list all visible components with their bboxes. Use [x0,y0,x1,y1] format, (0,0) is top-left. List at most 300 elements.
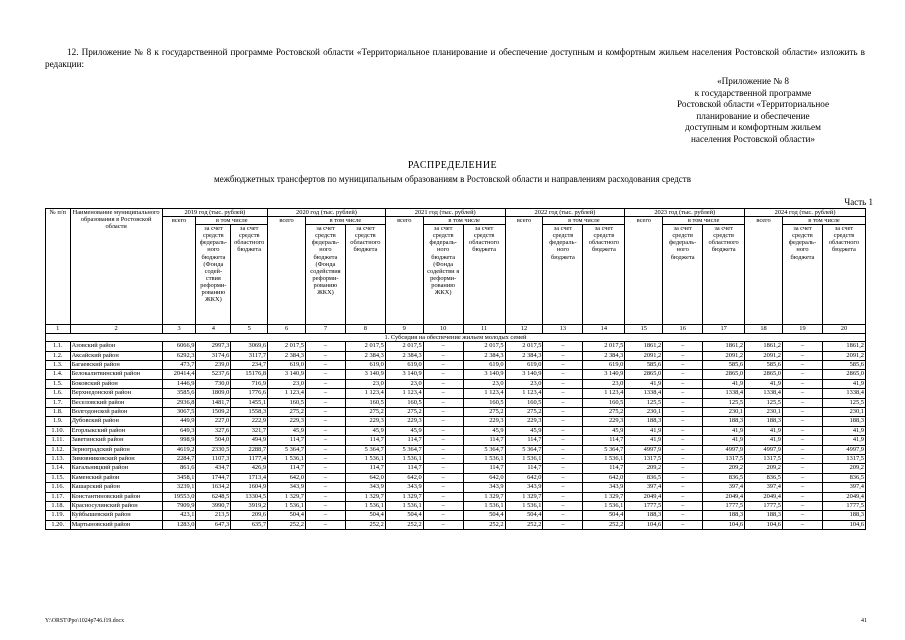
table-row [46,408,866,417]
value-cell: – [783,370,823,379]
value-cell: 1777,5 [745,501,783,510]
value-cell: – [663,408,703,417]
value-cell: – [305,379,345,388]
value-cell: 41,9 [625,436,663,445]
value-cell: 2 384,3 [505,351,543,360]
header-num: № п/п [46,209,71,325]
value-cell: – [543,417,583,426]
column-index-cell: 13 [543,325,583,334]
value-cell: – [663,342,703,351]
value-cell: 1 123,4 [583,389,625,398]
value-cell: – [543,501,583,510]
value-cell: 41,9 [703,436,745,445]
value-cell: 230,1 [625,408,663,417]
value-cell: 585,6 [625,361,663,370]
value-cell: 275,2 [505,408,543,417]
value-cell: 252,2 [463,520,505,529]
intro-paragraph: 12. Приложение № 8 к государственной программе Ростовской области «Территориальное планирование и обеспечение доступным и комфортным жильем населения Ростовской области» изложить в редакции: [45,47,865,69]
value-cell: 41,9 [822,426,865,435]
value-cell: – [783,342,823,351]
value-cell: 209,2 [745,464,783,473]
value-cell: 2997,3 [196,342,231,351]
value-cell: – [305,483,345,492]
value-cell: 2 384,3 [268,351,306,360]
column-index-cell: 18 [745,325,783,334]
value-cell: 649,3 [162,426,196,435]
value-cell: 1713,4 [231,473,268,482]
value-cell: – [663,464,703,473]
value-cell: – [783,464,823,473]
row-number: 1.4. [46,370,71,379]
value-cell: 2 017,5 [583,342,625,351]
value-cell: 1 536,1 [345,454,385,463]
value-cell: 3585,6 [162,389,196,398]
value-cell: 1 536,1 [583,501,625,510]
value-cell: 229,3 [463,417,505,426]
municipality-name: Боковский район [70,379,162,388]
row-number: 1.15. [46,473,71,482]
value-cell: 3 140,9 [583,370,625,379]
table-row [46,351,866,360]
value-cell: 252,2 [505,520,543,529]
value-cell: 504,4 [268,511,306,520]
header-fed: за счет средств федераль-ного бюджета (Фонда содей-ствия реформи-рованию ЖКХ) [196,225,231,325]
header-total: всего [505,217,543,325]
value-cell: 104,6 [822,520,865,529]
value-cell: 230,1 [745,408,783,417]
municipality-name: Кагальницкий район [70,464,162,473]
value-cell: 343,9 [505,483,543,492]
value-cell: 3458,1 [162,473,196,482]
annex-block [653,76,853,145]
value-cell: – [423,492,463,501]
value-cell: 716,9 [231,379,268,388]
value-cell: – [305,408,345,417]
value-cell: 642,0 [505,473,543,482]
value-cell: 1634,2 [196,483,231,492]
value-cell: 2091,2 [625,351,663,360]
table-row [46,464,866,473]
table-row [46,473,866,482]
value-cell: 114,7 [463,436,505,445]
value-cell: 160,5 [268,398,306,407]
value-cell: 423,1 [162,511,196,520]
municipality-name: Волгодонской район [70,408,162,417]
value-cell: – [423,417,463,426]
value-cell: – [423,520,463,529]
value-cell: 1177,4 [231,454,268,463]
value-cell: 1776,6 [231,389,268,398]
value-cell: 160,5 [583,398,625,407]
municipality-name: Егорлыкский район [70,426,162,435]
distribution-table [45,208,866,530]
section-row [46,334,866,342]
value-cell: – [305,426,345,435]
row-number: 1.13. [46,454,71,463]
value-cell: 1 123,4 [345,389,385,398]
value-cell: 188,3 [822,511,865,520]
value-cell: 229,3 [268,417,306,426]
value-cell: – [543,361,583,370]
value-cell: 2 017,5 [385,342,423,351]
table-row [46,342,866,351]
value-cell: – [543,464,583,473]
table-row [46,426,866,435]
value-cell: 1317,5 [822,454,865,463]
value-cell: – [423,436,463,445]
value-cell: 5 364,7 [345,445,385,454]
municipality-name: Аксайский район [70,351,162,360]
municipality-name: Красносулинский район [70,501,162,510]
value-cell: 642,0 [268,473,306,482]
header-incl: в том числе [663,217,745,225]
value-cell: – [305,361,345,370]
value-cell: – [783,501,823,510]
row-number: 1.19. [46,511,71,520]
value-cell: 1 536,1 [463,454,505,463]
value-cell: 494,9 [231,436,268,445]
column-index-cell: 2 [70,325,162,334]
value-cell: 1 329,7 [345,492,385,501]
municipality-name: Зимовниковский район [70,454,162,463]
value-cell: 343,9 [583,483,625,492]
header-reg: за счет средств областного бюджета [822,225,865,325]
value-cell: 252,2 [345,520,385,529]
value-cell: – [663,454,703,463]
value-cell: – [543,370,583,379]
value-cell: 1 536,1 [385,501,423,510]
value-cell: 504,4 [345,511,385,520]
value-cell: 2288,7 [231,445,268,454]
value-cell: 239,0 [196,361,231,370]
column-index-cell: 8 [345,325,385,334]
value-cell: 275,2 [583,408,625,417]
value-cell: 125,5 [822,398,865,407]
value-cell: 209,2 [625,464,663,473]
value-cell: – [543,511,583,520]
value-cell: 1338,4 [703,389,745,398]
value-cell: – [543,454,583,463]
value-cell: – [423,351,463,360]
value-cell: 20414,4 [162,370,196,379]
value-cell: 585,6 [822,361,865,370]
value-cell: 23,0 [505,379,543,388]
value-cell: – [783,473,823,482]
value-cell: 1509,2 [196,408,231,417]
column-index-cell: 1 [46,325,71,334]
value-cell: – [543,436,583,445]
value-cell: – [663,379,703,388]
annex-line: «Приложение № 8 [717,76,789,86]
value-cell: – [423,511,463,520]
value-cell: 836,5 [703,473,745,482]
value-cell: 1283,0 [162,520,196,529]
value-cell: – [423,408,463,417]
value-cell: 642,0 [385,473,423,482]
value-cell: 5 364,7 [385,445,423,454]
annex-line: к государственной программе [694,87,812,98]
value-cell: 114,7 [268,436,306,445]
value-cell: 23,0 [268,379,306,388]
annex-line: населения Ростовской области» [690,133,816,144]
value-cell: 229,3 [345,417,385,426]
value-cell: 41,9 [625,426,663,435]
row-number: 1.18. [46,501,71,510]
value-cell: 1317,5 [745,454,783,463]
row-number: 1.14. [46,464,71,473]
value-cell: – [783,417,823,426]
value-cell: 619,0 [268,361,306,370]
value-cell: 3 140,9 [463,370,505,379]
value-cell: 41,9 [703,426,745,435]
value-cell: 41,9 [822,436,865,445]
value-cell: 125,5 [625,398,663,407]
header-incl: в том числе [423,217,505,225]
row-number: 1.12. [46,445,71,454]
value-cell: – [305,445,345,454]
value-cell: 2936,8 [162,398,196,407]
municipality-name: Заветинский район [70,436,162,445]
value-cell: 229,3 [583,417,625,426]
value-cell: 19553,0 [162,492,196,501]
value-cell: 1 123,4 [268,389,306,398]
value-cell: 41,9 [745,379,783,388]
value-cell: 2330,5 [196,445,231,454]
value-cell: – [305,473,345,482]
value-cell: 3174,6 [196,351,231,360]
value-cell: 160,5 [385,398,423,407]
municipality-name: Белокалитвинский район [70,370,162,379]
table-row [46,370,866,379]
value-cell: 397,4 [703,483,745,492]
value-cell: 125,5 [745,398,783,407]
row-number: 1.11. [46,436,71,445]
header-incl: в том числе [196,217,268,225]
value-cell: 619,0 [505,361,543,370]
value-cell: 1604,9 [231,483,268,492]
row-number: 1.17. [46,492,71,501]
value-cell: 1 536,1 [268,454,306,463]
value-cell: 2049,4 [745,492,783,501]
value-cell: 343,9 [268,483,306,492]
value-cell: 647,3 [196,520,231,529]
header-fed: за счет средств федераль-ного бюджета (Фонда содействи я реформи-рованию ЖКХ) [423,225,463,325]
row-number: 1.8. [46,408,71,417]
value-cell: 188,3 [703,511,745,520]
value-cell: – [543,483,583,492]
row-number: 1.9. [46,417,71,426]
header-fed: за счет средств федераль-ного бюджета (Фонда содействия реформи-рованию ЖКХ) [305,225,345,325]
value-cell: 2049,4 [625,492,663,501]
column-index-cell: 14 [583,325,625,334]
column-index-cell: 19 [783,325,823,334]
value-cell: 188,3 [822,417,865,426]
value-cell: 619,0 [463,361,505,370]
value-cell: – [783,408,823,417]
value-cell: 3 140,9 [345,370,385,379]
annex-line: доступным и комфортным жильем [685,122,821,132]
value-cell: – [543,398,583,407]
column-index-cell: 9 [385,325,423,334]
value-cell: – [423,426,463,435]
column-index-cell: 20 [822,325,865,334]
column-index-row [46,325,866,334]
value-cell: 6248,5 [196,492,231,501]
value-cell: 861,6 [162,464,196,473]
value-cell: 125,5 [703,398,745,407]
value-cell: 1 329,7 [385,492,423,501]
column-index-cell: 7 [305,325,345,334]
value-cell: – [423,445,463,454]
value-cell: 585,6 [703,361,745,370]
value-cell: 504,4 [583,511,625,520]
value-cell: 45,9 [583,426,625,435]
value-cell: – [783,379,823,388]
value-cell: 2091,2 [745,351,783,360]
value-cell: – [783,436,823,445]
header-reg: за счет средств областного бюджета [463,225,505,325]
value-cell: 2 384,3 [385,351,423,360]
column-index-cell: 11 [463,325,505,334]
value-cell: 473,7 [162,361,196,370]
value-cell: 1 329,7 [268,492,306,501]
value-cell: 252,2 [268,520,306,529]
column-index-cell: 5 [231,325,268,334]
value-cell: 1 536,1 [463,501,505,510]
table-row [46,501,866,510]
value-cell: 1 329,7 [583,492,625,501]
header-year: 2019 год (тыс. рублей) [162,209,267,217]
value-cell: – [663,361,703,370]
value-cell: – [783,511,823,520]
table-row [46,417,866,426]
value-cell: 3 140,9 [385,370,423,379]
value-cell: 4997,9 [745,445,783,454]
value-cell: 45,9 [345,426,385,435]
table-row [46,511,866,520]
value-cell: 1338,4 [625,389,663,398]
column-index-cell: 10 [423,325,463,334]
value-cell: – [783,445,823,454]
value-cell: 1777,5 [625,501,663,510]
value-cell: 3 140,9 [505,370,543,379]
value-cell: 504,0 [196,436,231,445]
value-cell: 160,5 [463,398,505,407]
value-cell: 642,0 [345,473,385,482]
value-cell: 1317,5 [625,454,663,463]
value-cell: 836,5 [822,473,865,482]
municipality-name: Мартыновский район [70,520,162,529]
header-year: 2022 год (тыс. рублей) [505,209,625,217]
value-cell: 13304,5 [231,492,268,501]
value-cell: – [423,379,463,388]
value-cell: 6066,9 [162,342,196,351]
value-cell: 188,3 [745,511,783,520]
value-cell: – [423,483,463,492]
header-year: 2024 год (тыс. рублей) [745,209,866,217]
value-cell: 3 140,9 [268,370,306,379]
header-reg: за счет средств областного бюджета [583,225,625,325]
value-cell: 188,3 [625,511,663,520]
value-cell: – [543,426,583,435]
value-cell: – [783,454,823,463]
table-row [46,361,866,370]
header-total: всего [162,217,196,325]
table-row [46,454,866,463]
value-cell: 1861,2 [745,342,783,351]
value-cell: 229,3 [385,417,423,426]
value-cell: 114,7 [385,436,423,445]
part-label: Часть 1 [844,197,873,207]
value-cell: 41,9 [745,436,783,445]
value-cell: – [305,520,345,529]
value-cell: 160,5 [345,398,385,407]
value-cell: 5 364,7 [505,445,543,454]
value-cell: 504,4 [505,511,543,520]
municipality-name: Кашарский район [70,483,162,492]
value-cell: 1777,5 [703,501,745,510]
value-cell: 619,0 [345,361,385,370]
header-year: 2020 год (тыс. рублей) [268,209,386,217]
table-row [46,520,866,529]
table-row [46,389,866,398]
value-cell: 209,2 [822,464,865,473]
value-cell: – [423,454,463,463]
value-cell: – [663,511,703,520]
row-number: 1.6. [46,389,71,398]
value-cell: 321,7 [231,426,268,435]
value-cell: 426,9 [231,464,268,473]
value-cell: 619,0 [583,361,625,370]
value-cell: 504,4 [385,511,423,520]
header-fed: за счет средств федераль-ного бюджета [543,225,583,325]
value-cell: 327,6 [196,426,231,435]
value-cell: – [423,389,463,398]
value-cell: – [423,361,463,370]
value-cell: – [305,436,345,445]
row-number: 1.16. [46,483,71,492]
value-cell: 5 364,7 [463,445,505,454]
value-cell: 836,5 [625,473,663,482]
annex-line: Ростовской области «Территориальное [676,99,830,109]
value-cell: 45,9 [505,426,543,435]
value-cell: 998,9 [162,436,196,445]
value-cell: 1558,3 [231,408,268,417]
value-cell: 1481,7 [196,398,231,407]
value-cell: 1 536,1 [268,501,306,510]
value-cell: – [423,370,463,379]
value-cell: – [783,483,823,492]
municipality-name: Веселовский район [70,398,162,407]
value-cell: 275,2 [463,408,505,417]
value-cell: 397,4 [822,483,865,492]
value-cell: – [663,501,703,510]
value-cell: 230,1 [822,408,865,417]
value-cell: 343,9 [345,483,385,492]
value-cell: 2 384,3 [583,351,625,360]
value-cell: 619,0 [385,361,423,370]
municipality-name: Багаевский район [70,361,162,370]
value-cell: – [663,351,703,360]
value-cell: – [305,501,345,510]
header-reg: за счет средств областного бюджета [231,225,268,325]
value-cell: 227,0 [196,417,231,426]
header-total: всего [385,217,423,325]
value-cell: 5 364,7 [583,445,625,454]
value-cell: 45,9 [268,426,306,435]
value-cell: 234,7 [231,361,268,370]
value-cell: 3069,6 [231,342,268,351]
